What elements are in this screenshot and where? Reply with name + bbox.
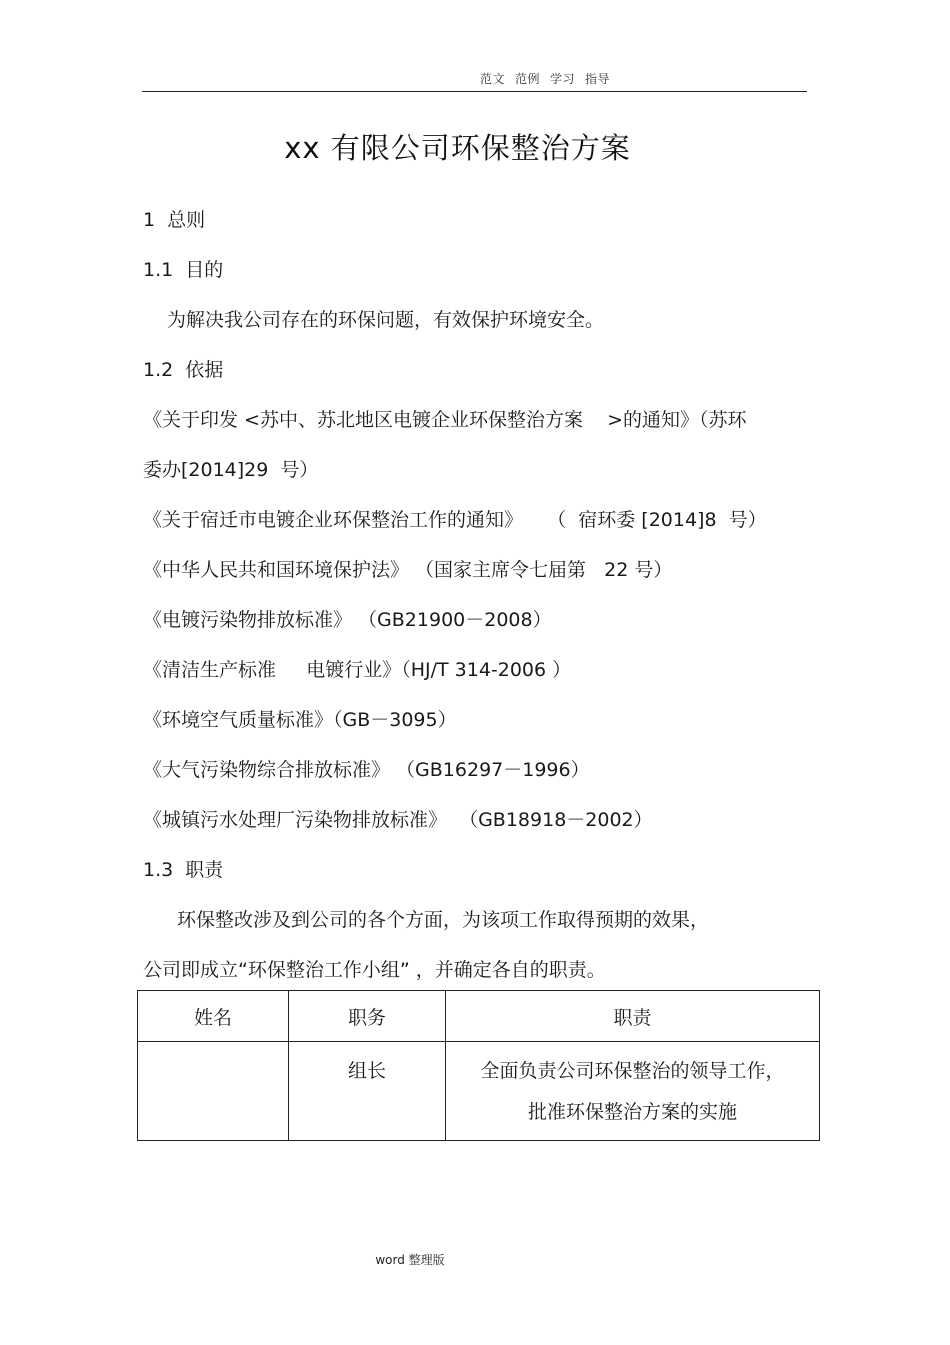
cell-name <box>138 1042 289 1141</box>
paragraph: 环保整改涉及到公司的各个方面，为该项工作取得预期的效果， <box>177 909 710 931</box>
duty-text-line: 批准环保整治方案的实施 <box>527 1101 737 1123</box>
page-header <box>480 70 620 87</box>
reference-item: 《大气污染物综合排放标准》 （GB16297－1996） <box>143 759 590 781</box>
reference-item: 《关于宿迁市电镀企业环保整治工作的通知》 （ 宿环委 [2014]8 号） <box>143 509 767 531</box>
cell-position: 组长 <box>289 1042 446 1141</box>
reference-item-continued: 委办[2014]29 号） <box>143 459 319 481</box>
column-header-name: 姓名 <box>138 991 289 1042</box>
table-header-row <box>138 991 820 1042</box>
document-title: xx 有限公司环保整治方案 <box>284 131 631 165</box>
table-row <box>138 1042 820 1141</box>
reference-item: 《清洁生产标准 电镀行业》（HJ/T 314-2006 ） <box>143 659 572 681</box>
reference-item: 《中华人民共和国环境保护法》 （国家主席令七届第 22 号） <box>143 559 673 581</box>
paragraph: 公司即成立“环保整治工作小组” ，并确定各自的职责。 <box>143 959 606 981</box>
duty-text-line: 全面负责公司环保整治的领导工作， <box>480 1060 785 1082</box>
reference-item: 《城镇污水处理厂污染物排放标准》 （GB18918－2002） <box>143 809 653 831</box>
page-footer: word 整理版 <box>375 1253 445 1267</box>
header-divider <box>142 91 807 92</box>
reference-item: 《环境空气质量标准》（GB－3095） <box>143 709 457 731</box>
subsection-heading: 1.3 职责 <box>143 859 224 881</box>
reference-item: 《关于印发 <苏中、苏北地区电镀企业环保整治方案 >的通知》（苏环 <box>143 409 747 431</box>
header-word: 范文 <box>480 72 506 86</box>
header-word: 范例 <box>515 72 541 86</box>
subsection-heading: 1.1 目的 <box>143 259 224 281</box>
column-header-duty: 职责 <box>446 991 820 1042</box>
header-word: 指导 <box>585 72 611 86</box>
reference-item: 《电镀污染物排放标准》 （GB21900－2008） <box>143 609 552 631</box>
cell-duty <box>446 1042 820 1141</box>
column-header-position: 职务 <box>289 991 446 1042</box>
header-word: 学习 <box>550 72 576 86</box>
paragraph: 为解决我公司存在的环保问题，有效保护环境安全。 <box>167 309 605 331</box>
subsection-heading: 1.2 依据 <box>143 359 224 381</box>
section-heading: 1 总则 <box>143 209 206 231</box>
duty-table <box>137 990 820 1141</box>
